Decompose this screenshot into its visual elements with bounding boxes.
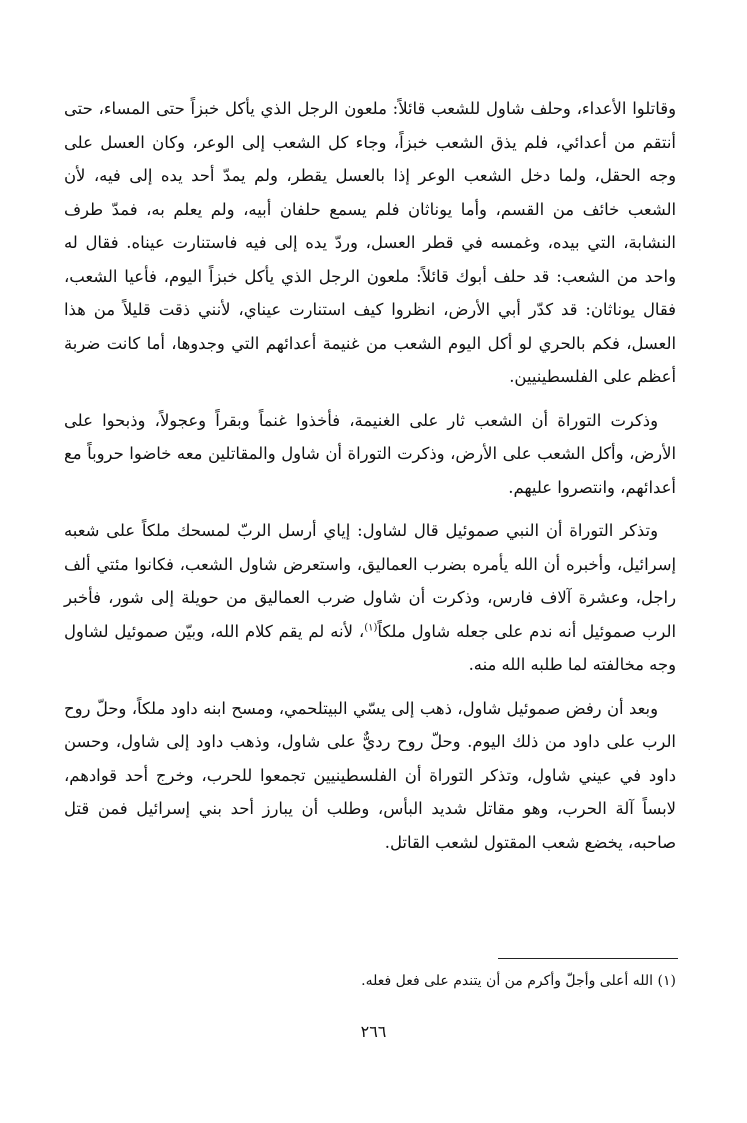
footnote-text: الله أعلى وأجلّ وأكرم من أن يتندم على فعل فعله. (361, 973, 654, 989)
paragraph-spoils: وذكرت التوراة أن الشعب ثار على الغنيمة، فأخذوا غنماً وبقراً وعجولاً، وذبحوا على الأرض، وأكل الشعب على الأرض، وذكرت التوراة أن شاول والمقاتلين معه خاضوا حروباً مع أعدائهم، وانتصروا عليهم. (64, 410, 676, 497)
footnote-divider (498, 958, 678, 959)
footnote (64, 968, 676, 994)
paragraph-samuel-text: وتذكر التوراة أن النبي صموئيل قال لشاول: إياي أرسل الربّ لمسحك ملكاً على شعبه إسرائيل، وأخبره أن الله يأمره بضرب العماليق، واستعرض شاول الشعب، فكانوا مئتي ألف راجل، وعشرة آلاف فارس، وذكرت أن شاول ضرب العماليق من حويلة إلى شور، فأخبر الرب صموئيل أنه ندم على جعله شاول ملكاً (64, 521, 676, 641)
page-number: ٢٦٦ (360, 1022, 387, 1041)
footnote-marker: (١) (657, 973, 676, 989)
paragraph-honey-oath: وقاتلوا الأعداء، وحلف شاول للشعب قائلاً: ملعون الرجل الذي يأكل خبزاً حتى المساء، حتى أنتقم من أعدائي، فلم يذق الشعب خبزاً، وجاء كل الشعب إلى الوعر، وكان العسل على وجه الحقل، ولما دخل الشعب الوعر إذا بالعسل يقطر، ولم يمدّ أحد يده إلى فيه، لأن الشعب خائف من القسم، وأما يوناثان فلم يسمع حلفان أبيه، ولم يعلم به، فمدّ طرف النشابة، التي بيده، وغمسه في قطر العسل، وردّ يده إلى فيه فاستنارت عيناه. فقال له واحد من الشعب: قد حلف أبوك قائلاً: ملعون الرجل الذي يأكل خبزاً اليوم، فأعيا الشعب، فقال يوناثان: قد كدّر أبي الأرض، انظروا كيف استنارت عيناي، لأنني ذقت قليلاً من هذا العسل، فكم بالحري لو أكل اليوم الشعب من غنيمة أعدائهم التي وجدوها، أما كانت ضربة أعظم على الفلسطينيين. (64, 99, 676, 386)
paragraph-david-anointed: وبعد أن رفض صموئيل شاول، ذهب إلى يسّي البيتلحمي، ومسح ابنه داود ملكاً، وحلّ روح الرب على داود من ذلك اليوم. وحلّ روح رديٌّ على شاول، وذهب داود إلى شاول، وحسن داود في عيني شاول، وتذكر التوراة أن الفلسطينيين تجمعوا للحرب، وخرج أحد قوادهم، لابساً آلة الحرب، وهو مقاتل شديد البأس، وطلب أن يبارز أحد بني إسرائيل فمن قتل صاحبه، يخضع شعب المقتول لشعب القاتل. (64, 698, 676, 852)
paragraph-samuel-continuation: ، لأنه لم يقم كلام الله، وبيّن صموئيل لشاول وجه مخالفته لما طلبه الله منه. (64, 621, 676, 674)
main-text (64, 92, 676, 869)
paragraph-samuel-amalek (64, 514, 676, 682)
footnote-reference[interactable]: (١) (364, 622, 378, 634)
